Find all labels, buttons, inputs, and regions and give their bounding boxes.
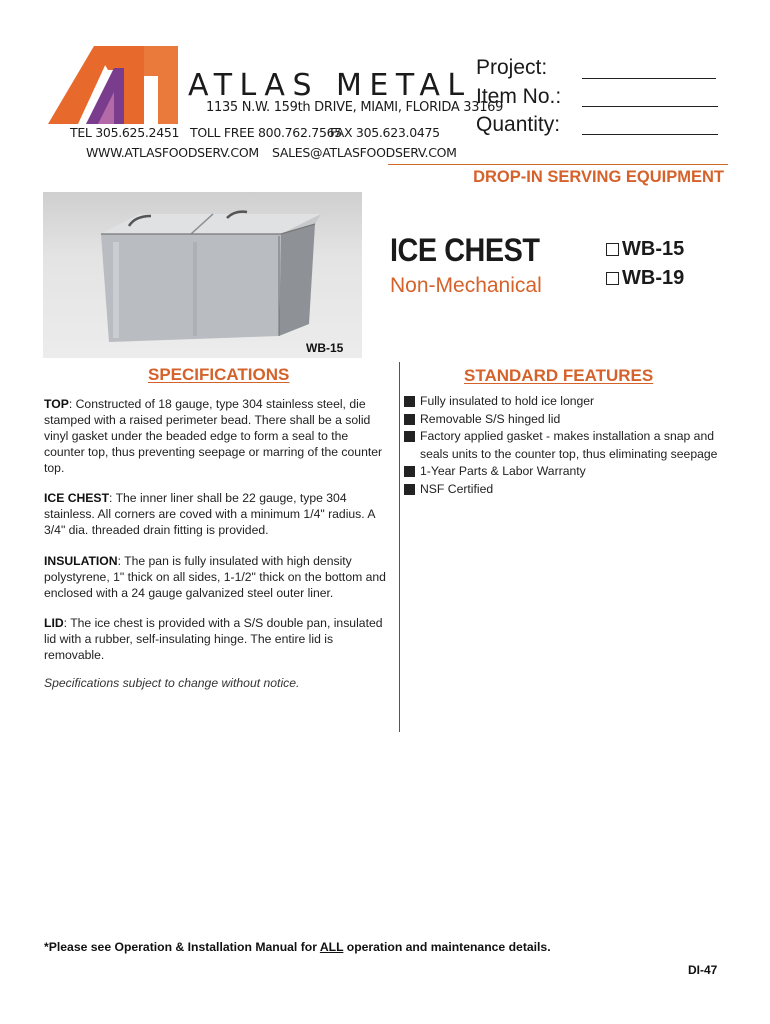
list-item: NSF Certified (404, 481, 734, 499)
model-label: WB-15 (622, 238, 685, 260)
category-heading: DROP-IN SERVING EQUIPMENT (473, 168, 724, 186)
item-no-input-line[interactable] (582, 106, 718, 107)
list-item: 1-Year Parts & Labor Warranty (404, 463, 734, 481)
spec-insulation (44, 553, 389, 601)
square-bullet-icon (404, 484, 415, 495)
atlas-logo-icon (48, 46, 178, 124)
model-option-wb-15[interactable] (606, 238, 684, 261)
photo-caption: WB-15 (306, 341, 344, 355)
footer-emphasis: ALL (319, 940, 344, 954)
product-photo (43, 192, 362, 358)
list-item: Removable S/S hinged lid (404, 411, 734, 429)
quantity-input-line[interactable] (582, 134, 718, 135)
spec-ice-chest (44, 490, 389, 538)
footer-note: *Please see Operation & Installation Manual for ALL operation and maintenance details. (44, 940, 551, 954)
company-address: 1135 N.W. 159th DRIVE, MIAMI, FLORIDA 33169 (206, 100, 504, 115)
spec-label: TOP (44, 397, 69, 411)
spec-label: INSULATION (44, 554, 118, 568)
project-label: Project: (476, 56, 548, 79)
spec-text: : The inner liner shall be 22 gauge, type 304 stainless. All corners are coved with a minimum 1/4" radius. A 3/4" dia. threaded drain fitting is provided. (44, 491, 375, 537)
spec-text: : The pan is fully insulated with high density polystyrene, 1" thick on all sides, 1-1/2" thick on the bottom and enclosed with a 24 gauge galvanized steel outer liner. (44, 554, 386, 600)
square-bullet-icon (404, 431, 415, 442)
specifications-heading: SPECIFICATIONS (148, 365, 290, 384)
model-label: WB-19 (622, 267, 685, 289)
item-no-label: Item No.: (476, 85, 562, 108)
standard-features-heading: STANDARD FEATURES (464, 366, 654, 385)
features-list (404, 393, 734, 498)
company-fax: FAX 305.623.0475 (330, 125, 440, 140)
product-title: ICE CHEST (390, 232, 540, 268)
page-code: DI-47 (688, 963, 718, 977)
model-option-wb-19[interactable] (606, 267, 684, 290)
spec-disclaimer: Specifications subject to change without notice. (44, 676, 300, 690)
spec-text: : The ice chest is provided with a S/S double pan, insulated lid with a rubber, self-insulating hinge. The entire lid is removable. (44, 616, 383, 662)
square-bullet-icon (404, 466, 415, 477)
quantity-label: Quantity: (476, 113, 561, 136)
column-divider (399, 362, 400, 732)
checkbox-icon[interactable] (606, 272, 619, 285)
spec-label: LID (44, 616, 64, 630)
spec-text: : Constructed of 18 gauge, type 304 stainless steel, die stamped with a raised perimeter bead. There shall be a solid vinyl gasket under the beaded edge to form a seal to the counter top, thus preventing seepage or marring of the counter top. (44, 397, 383, 475)
spec-top (44, 396, 389, 476)
spec-lid (44, 615, 389, 663)
category-divider (388, 164, 728, 165)
ice-chest-illustration-icon (43, 192, 362, 358)
spec-label: ICE CHEST (44, 491, 110, 505)
square-bullet-icon (404, 414, 415, 425)
checkbox-icon[interactable] (606, 243, 619, 256)
list-item: Factory applied gasket - makes installation a snap and seals units to the counter top, thus eliminating seepage (404, 428, 734, 463)
product-subtitle: Non-Mechanical (390, 274, 542, 297)
company-tel: TEL 305.625.2451 (70, 125, 180, 140)
square-bullet-icon (404, 396, 415, 407)
company-email: SALES@ATLASFOODSERV.COM (272, 145, 457, 160)
company-toll-free: TOLL FREE 800.762.7565 (190, 125, 342, 140)
company-website: WWW.ATLASFOODSERV.COM (86, 145, 259, 160)
project-input-line[interactable] (582, 78, 716, 79)
company-name: ATLAS METAL (188, 68, 472, 103)
list-item: Fully insulated to hold ice longer (404, 393, 734, 411)
